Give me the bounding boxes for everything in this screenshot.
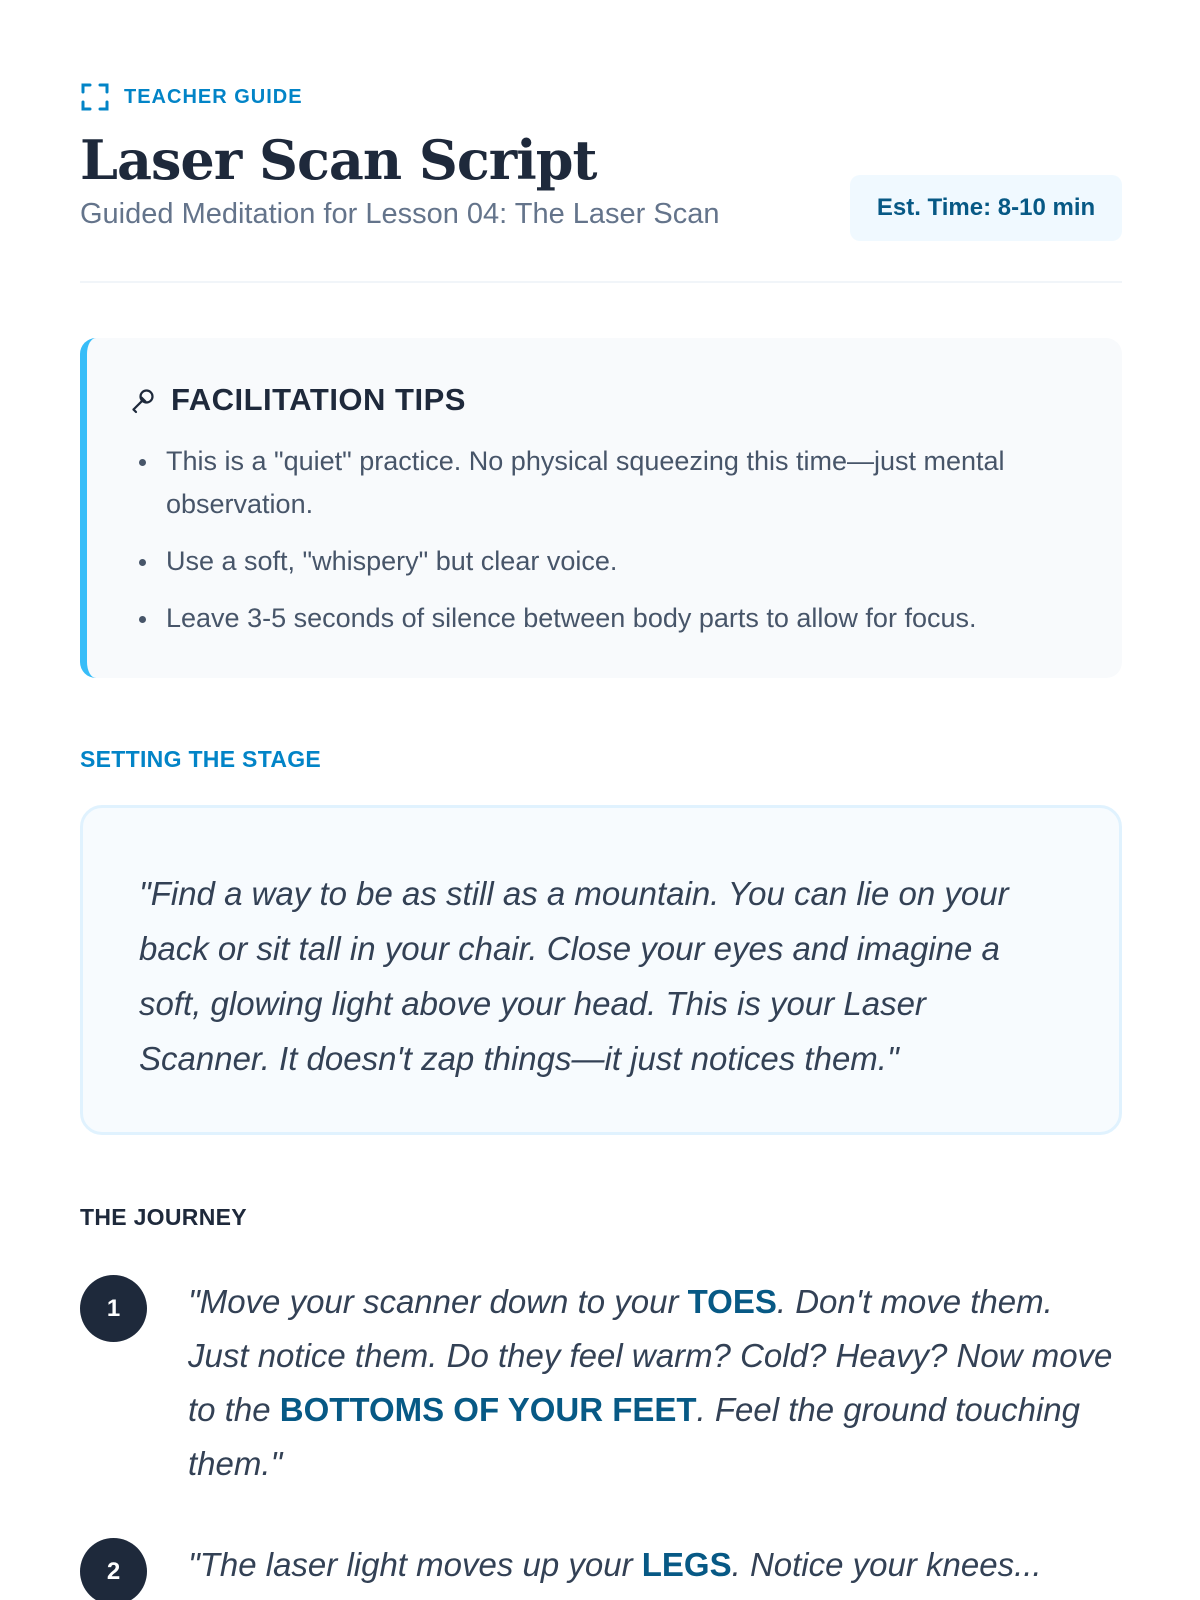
tips-header: [129, 382, 1080, 418]
setting-the-stage-card: [80, 805, 1122, 1135]
bullet-dot: [139, 616, 146, 623]
tip-text: Leave 3-5 seconds of silence between body parts to allow for focus.: [166, 603, 977, 633]
bullet-dot: [139, 559, 146, 566]
body-part-highlight: TOES: [687, 1283, 777, 1320]
step-text-part: . Feel the ground touching them.": [188, 1391, 1080, 1482]
step-text: [188, 1538, 1122, 1592]
header-divider: [80, 281, 1122, 283]
step-number-badge: 2: [80, 1538, 147, 1600]
scan-frame-icon: [80, 82, 110, 112]
body-part-highlight: BOTTOMS OF YOUR FEET: [279, 1391, 697, 1428]
tip-text: This is a "quiet" practice. No physical squeezing this time—just mental observation.: [166, 446, 1005, 519]
step-text-part: "Move your scanner down to your: [188, 1283, 688, 1320]
tip-item: [129, 540, 1080, 583]
journey-heading: THE JOURNEY: [80, 1204, 247, 1230]
microphone-icon: [129, 386, 157, 414]
tips-title: FACILITATION TIPS: [171, 382, 466, 417]
step-number-badge: 1: [80, 1275, 147, 1342]
body-part-highlight: LEGS: [641, 1546, 732, 1583]
bullet-dot: [139, 459, 146, 466]
stage-quote: "Find a way to be as still as a mountain. You can lie on your back or sit tall in your chair. Close your eyes and imagine a soft, glowing light above your head. This is your Laser Scanner. It doesn't zap things—it just notices them.": [139, 875, 1009, 1077]
step-text-part: . Don't move them. Just notice them. Do they feel warm? Cold? Heavy? Now move to the: [188, 1283, 1113, 1428]
setting-the-stage-heading: SETTING THE STAGE: [80, 746, 322, 772]
step-text-part: . Notice your knees...: [731, 1546, 1042, 1583]
tip-item: [129, 597, 1080, 640]
eyebrow: [80, 82, 303, 112]
estimated-time-badge: Est. Time: 8-10 min: [850, 175, 1122, 241]
page-subtitle: Guided Meditation for Lesson 04: The Laser Scan: [80, 198, 720, 230]
step-text-part: "The laser light moves up your: [188, 1546, 642, 1583]
page-title: Laser Scan Script: [80, 128, 597, 192]
tip-item: [129, 440, 1080, 526]
eyebrow-label: TEACHER GUIDE: [124, 85, 303, 108]
facilitation-tips-card: [80, 338, 1122, 678]
tips-list: [129, 440, 1080, 640]
step-text: [188, 1275, 1122, 1491]
tip-text: Use a soft, "whispery" but clear voice.: [166, 546, 618, 576]
